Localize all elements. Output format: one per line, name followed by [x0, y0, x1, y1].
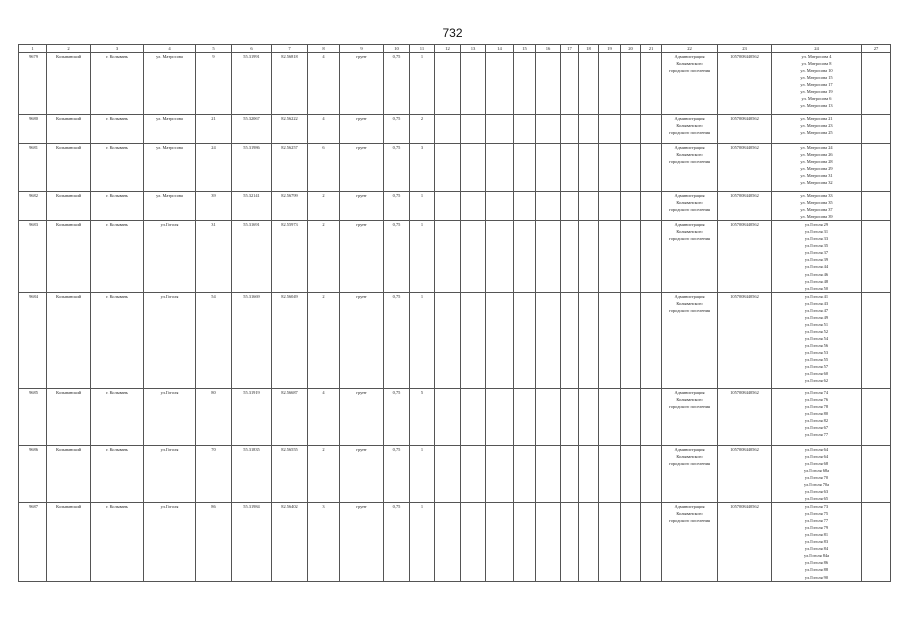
volume-cell: 0,75 — [384, 292, 410, 388]
empty-cell — [461, 388, 486, 445]
header-cell: 2 — [47, 45, 91, 53]
empty-cell — [862, 221, 891, 292]
empty-cell — [486, 144, 514, 192]
empty-cell — [621, 144, 641, 192]
district-cell: Колыванский — [47, 292, 91, 388]
settlement-cell: г. Колывань — [91, 192, 144, 221]
header-row — [19, 45, 891, 53]
empty-cell — [461, 221, 486, 292]
header-cell: 11 — [410, 45, 435, 53]
empty-cell — [561, 388, 579, 445]
owner-cell: Администрация Колыванского городского поселения — [662, 192, 718, 221]
empty-cell — [579, 53, 599, 115]
header-cell: 19 — [599, 45, 621, 53]
table-row — [19, 445, 891, 502]
volume-cell: 0,75 — [384, 115, 410, 144]
row-id: 9679 — [19, 53, 47, 115]
house-number-cell: 9 — [196, 53, 232, 115]
empty-cell — [621, 53, 641, 115]
table-row — [19, 144, 891, 192]
empty-cell — [435, 144, 461, 192]
header-cell: 5 — [196, 45, 232, 53]
street-cell: ул. Матросова — [144, 115, 196, 144]
empty-cell — [579, 192, 599, 221]
street-cell: ул.Гоголя — [144, 292, 196, 388]
header-cell: 15 — [514, 45, 536, 53]
longitude-cell: 82.56222 — [272, 115, 308, 144]
empty-cell — [536, 144, 561, 192]
house-number-cell: 39 — [196, 192, 232, 221]
longitude-cell: 82.56799 — [272, 192, 308, 221]
empty-cell — [599, 445, 621, 502]
longitude-cell: 82.56555 — [272, 445, 308, 502]
latitude-cell: 55.31919 — [232, 388, 272, 445]
latitude-cell: 55.31986 — [232, 144, 272, 192]
longitude-cell: 82.56049 — [272, 292, 308, 388]
header-cell: 9 — [340, 45, 384, 53]
empty-cell — [641, 388, 662, 445]
header-cell: 13 — [461, 45, 486, 53]
empty-cell — [862, 445, 891, 502]
owner-cell: Администрация Колыванского городского поселения — [662, 445, 718, 502]
row-id: 9687 — [19, 503, 47, 582]
empty-cell — [536, 53, 561, 115]
empty-cell — [862, 53, 891, 115]
column-8-cell: 4 — [308, 115, 340, 144]
volume-cell: 0,75 — [384, 144, 410, 192]
longitude-cell: 82.56257 — [272, 144, 308, 192]
house-number-cell: 21 — [196, 115, 232, 144]
empty-cell — [461, 503, 486, 582]
column-8-cell: 2 — [308, 292, 340, 388]
latitude-cell: 55.31669 — [232, 292, 272, 388]
empty-cell — [862, 144, 891, 192]
addresses-cell: ул. Матросова 21 ул. Матросова 23 ул. Матросова 25 — [772, 115, 862, 144]
latitude-cell: 55.31991 — [232, 53, 272, 115]
empty-cell — [641, 292, 662, 388]
owner-cell: Администрация Колыванского городского поселения — [662, 503, 718, 582]
empty-cell — [641, 503, 662, 582]
empty-cell — [579, 115, 599, 144]
surface-cell: грунт — [340, 221, 384, 292]
empty-cell — [599, 292, 621, 388]
row-id: 9684 — [19, 292, 47, 388]
volume-cell: 0,75 — [384, 503, 410, 582]
district-cell: Колыванский — [47, 503, 91, 582]
street-cell: ул.Гоголя — [144, 221, 196, 292]
street-cell: ул.Гоголя — [144, 445, 196, 502]
table-row — [19, 388, 891, 445]
ogrn-cell: 1057008440562 — [718, 445, 772, 502]
header-cell: 22 — [662, 45, 718, 53]
empty-cell — [579, 503, 599, 582]
row-id: 9681 — [19, 144, 47, 192]
empty-cell — [435, 221, 461, 292]
surface-cell: грунт — [340, 53, 384, 115]
settlement-cell: г. Колывань — [91, 503, 144, 582]
house-number-cell: 31 — [196, 221, 232, 292]
empty-cell — [561, 221, 579, 292]
empty-cell — [561, 53, 579, 115]
empty-cell — [641, 115, 662, 144]
empty-cell — [486, 53, 514, 115]
district-cell: Колыванский — [47, 192, 91, 221]
house-number-cell: 86 — [196, 503, 232, 582]
longitude-cell: 82.56687 — [272, 388, 308, 445]
volume-cell: 0,75 — [384, 445, 410, 502]
page-number: 732 — [442, 26, 463, 40]
district-cell: Колыванский — [47, 144, 91, 192]
empty-cell — [514, 221, 536, 292]
count-cell: 5 — [410, 388, 435, 445]
settlement-cell: г. Колывань — [91, 115, 144, 144]
addresses-cell: ул.Гоголя 74 ул.Гоголя 76 ул.Гоголя 78 ул.Гоголя 80 ул.Гоголя 82 ул.Гоголя 67 ул.Гоголя 77 — [772, 388, 862, 445]
addresses-cell: ул.Гоголя 41 ул.Гоголя 43 ул.Гоголя 47 ул.Гоголя 49 ул.Гоголя 51 ул.Гоголя 52 ул.Гоголя 54 ул.Гоголя 56 ул.Гоголя 53 ул.Гоголя 55 ул.Гоголя 57 ул.Гоголя 60 ул.Гоголя 62 — [772, 292, 862, 388]
empty-cell — [579, 144, 599, 192]
empty-cell — [621, 115, 641, 144]
empty-cell — [621, 192, 641, 221]
empty-cell — [599, 115, 621, 144]
table-row — [19, 192, 891, 221]
empty-cell — [536, 445, 561, 502]
house-number-cell: 54 — [196, 292, 232, 388]
empty-cell — [435, 445, 461, 502]
empty-cell — [621, 221, 641, 292]
empty-cell — [435, 115, 461, 144]
empty-cell — [536, 388, 561, 445]
empty-cell — [599, 53, 621, 115]
empty-cell — [514, 503, 536, 582]
addresses-cell: ул.Гоголя 73 ул.Гоголя 75 ул.Гоголя 77 ул.Гоголя 79 ул.Гоголя 81 ул.Гоголя 83 ул.Гоголя 84 ул.Гоголя 84а ул.Гоголя 86 ул.Гоголя 88 ул.Гоголя 90 — [772, 503, 862, 582]
empty-cell — [621, 503, 641, 582]
empty-cell — [862, 115, 891, 144]
empty-cell — [486, 388, 514, 445]
longitude-cell: 82.56402 — [272, 503, 308, 582]
header-cell: 27 — [862, 45, 891, 53]
district-cell: Колыванский — [47, 53, 91, 115]
empty-cell — [514, 53, 536, 115]
column-8-cell: 4 — [308, 388, 340, 445]
ogrn-cell: 1057008440562 — [718, 144, 772, 192]
count-cell: 1 — [410, 53, 435, 115]
empty-cell — [862, 192, 891, 221]
latitude-cell: 55.31691 — [232, 221, 272, 292]
header-cell: 10 — [384, 45, 410, 53]
column-8-cell: 2 — [308, 192, 340, 221]
district-cell: Колыванский — [47, 445, 91, 502]
addresses-cell: ул. Матросова 33 ул. Матросова 35 ул. Матросова 37 ул. Матросова 39 — [772, 192, 862, 221]
owner-cell: Администрация Колыванского городского поселения — [662, 144, 718, 192]
empty-cell — [514, 388, 536, 445]
registry-table — [18, 44, 891, 582]
table-row — [19, 221, 891, 292]
empty-cell — [561, 144, 579, 192]
empty-cell — [461, 115, 486, 144]
latitude-cell: 55.32067 — [232, 115, 272, 144]
volume-cell: 0,75 — [384, 221, 410, 292]
row-id: 9682 — [19, 192, 47, 221]
owner-cell: Администрация Колыванского городского поселения — [662, 292, 718, 388]
ogrn-cell: 1057008440562 — [718, 53, 772, 115]
house-number-cell: 24 — [196, 144, 232, 192]
empty-cell — [641, 445, 662, 502]
header-cell: 16 — [536, 45, 561, 53]
row-id: 9683 — [19, 221, 47, 292]
empty-cell — [641, 53, 662, 115]
settlement-cell: г. Колывань — [91, 221, 144, 292]
empty-cell — [621, 388, 641, 445]
latitude-cell: 55.31984 — [232, 503, 272, 582]
owner-cell: Администрация Колыванского городского поселения — [662, 221, 718, 292]
empty-cell — [514, 192, 536, 221]
header-cell: 1 — [19, 45, 47, 53]
street-cell: ул.Гоголя — [144, 503, 196, 582]
row-id: 9680 — [19, 115, 47, 144]
empty-cell — [514, 445, 536, 502]
empty-cell — [486, 221, 514, 292]
empty-cell — [536, 292, 561, 388]
count-cell: 1 — [410, 221, 435, 292]
row-id: 9686 — [19, 445, 47, 502]
table-row — [19, 53, 891, 115]
empty-cell — [536, 192, 561, 221]
longitude-cell: 82.55973 — [272, 221, 308, 292]
empty-cell — [561, 503, 579, 582]
settlement-cell: г. Колывань — [91, 445, 144, 502]
empty-cell — [461, 292, 486, 388]
owner-cell: Администрация Колыванского городского поселения — [662, 115, 718, 144]
header-cell: 12 — [435, 45, 461, 53]
empty-cell — [862, 503, 891, 582]
empty-cell — [435, 388, 461, 445]
empty-cell — [435, 192, 461, 221]
settlement-cell: г. Колывань — [91, 53, 144, 115]
settlement-cell: г. Колывань — [91, 388, 144, 445]
empty-cell — [461, 192, 486, 221]
house-number-cell: 70 — [196, 445, 232, 502]
empty-cell — [486, 503, 514, 582]
count-cell: 1 — [410, 292, 435, 388]
header-cell: 20 — [621, 45, 641, 53]
table-row — [19, 115, 891, 144]
count-cell: 1 — [410, 445, 435, 502]
surface-cell: грунт — [340, 503, 384, 582]
empty-cell — [461, 53, 486, 115]
count-cell: 2 — [410, 115, 435, 144]
empty-cell — [641, 221, 662, 292]
count-cell: 3 — [410, 144, 435, 192]
count-cell: 1 — [410, 192, 435, 221]
count-cell: 1 — [410, 503, 435, 582]
ogrn-cell: 1057008440562 — [718, 192, 772, 221]
surface-cell: грунт — [340, 144, 384, 192]
empty-cell — [579, 388, 599, 445]
owner-cell: Администрация Колыванского городского поселения — [662, 53, 718, 115]
ogrn-cell: 1057008440562 — [718, 115, 772, 144]
empty-cell — [561, 115, 579, 144]
column-8-cell: 6 — [308, 144, 340, 192]
addresses-cell: ул. Матросова 24 ул. Матросова 26 ул. Матросова 28 ул. Матросова 29 ул. Матросова 31 ул. Матросова 32 — [772, 144, 862, 192]
empty-cell — [461, 144, 486, 192]
street-cell: ул. Матросова — [144, 53, 196, 115]
empty-cell — [641, 144, 662, 192]
ogrn-cell: 1057008440562 — [718, 503, 772, 582]
settlement-cell: г. Колывань — [91, 292, 144, 388]
empty-cell — [435, 503, 461, 582]
header-cell: 3 — [91, 45, 144, 53]
empty-cell — [435, 292, 461, 388]
empty-cell — [599, 503, 621, 582]
latitude-cell: 55.32141 — [232, 192, 272, 221]
ogrn-cell: 1057008440562 — [718, 221, 772, 292]
empty-cell — [579, 445, 599, 502]
owner-cell: Администрация Колыванского городского поселения — [662, 388, 718, 445]
empty-cell — [621, 292, 641, 388]
empty-cell — [599, 388, 621, 445]
volume-cell: 0,75 — [384, 388, 410, 445]
empty-cell — [599, 144, 621, 192]
column-8-cell: 4 — [308, 53, 340, 115]
header-cell: 7 — [272, 45, 308, 53]
empty-cell — [514, 144, 536, 192]
column-8-cell: 2 — [308, 221, 340, 292]
ogrn-cell: 1057008440562 — [718, 388, 772, 445]
table-row — [19, 503, 891, 582]
empty-cell — [579, 292, 599, 388]
addresses-cell: ул. Матросова 4 ул. Матросова 8 ул. Матросова 10 ул. Матросова 15 ул. Матросова 17 ул. Матросова 19 ул. Матросова 6 ул. Матросова 13 — [772, 53, 862, 115]
empty-cell — [514, 292, 536, 388]
header-cell: 4 — [144, 45, 196, 53]
volume-cell: 0,75 — [384, 53, 410, 115]
header-cell: 14 — [486, 45, 514, 53]
header-cell: 23 — [718, 45, 772, 53]
latitude-cell: 55.31835 — [232, 445, 272, 502]
empty-cell — [561, 292, 579, 388]
surface-cell: грунт — [340, 192, 384, 221]
empty-cell — [599, 221, 621, 292]
header-cell: 8 — [308, 45, 340, 53]
column-8-cell: 3 — [308, 503, 340, 582]
surface-cell: грунт — [340, 292, 384, 388]
empty-cell — [561, 192, 579, 221]
settlement-cell: г. Колывань — [91, 144, 144, 192]
district-cell: Колыванский — [47, 388, 91, 445]
surface-cell: грунт — [340, 388, 384, 445]
empty-cell — [536, 115, 561, 144]
district-cell: Колыванский — [47, 115, 91, 144]
header-cell: 17 — [561, 45, 579, 53]
empty-cell — [486, 292, 514, 388]
empty-cell — [435, 53, 461, 115]
empty-cell — [461, 445, 486, 502]
surface-cell: грунт — [340, 445, 384, 502]
street-cell: ул.Гоголя — [144, 388, 196, 445]
ogrn-cell: 1057008440562 — [718, 292, 772, 388]
street-cell: ул. Матросова — [144, 144, 196, 192]
empty-cell — [486, 192, 514, 221]
surface-cell: грунт — [340, 115, 384, 144]
longitude-cell: 82.56818 — [272, 53, 308, 115]
district-cell: Колыванский — [47, 221, 91, 292]
empty-cell — [641, 192, 662, 221]
volume-cell: 0,75 — [384, 192, 410, 221]
empty-cell — [862, 292, 891, 388]
addresses-cell: ул.Гоголя 29 ул.Гоголя 31 ул.Гоголя 33 ул.Гоголя 35 ул.Гоголя 37 ул.Гоголя 39 ул.Гоголя 44 ул.Гоголя 46 ул.Гоголя 48 ул.Гоголя 50 — [772, 221, 862, 292]
empty-cell — [862, 388, 891, 445]
table-row — [19, 292, 891, 388]
empty-cell — [579, 221, 599, 292]
empty-cell — [561, 445, 579, 502]
addresses-cell: ул.Гоголя 64 ул.Гоголя 64 ул.Гоголя 68 ул.Гоголя 68а ул.Гоголя 70 ул.Гоголя 70а ул.Гоголя 63 ул.Гоголя 65 — [772, 445, 862, 502]
empty-cell — [486, 115, 514, 144]
header-cell: 6 — [232, 45, 272, 53]
empty-cell — [536, 221, 561, 292]
empty-cell — [514, 115, 536, 144]
header-cell: 21 — [641, 45, 662, 53]
house-number-cell: 80 — [196, 388, 232, 445]
header-cell: 24 — [772, 45, 862, 53]
street-cell: ул. Матросова — [144, 192, 196, 221]
column-8-cell: 2 — [308, 445, 340, 502]
header-cell: 18 — [579, 45, 599, 53]
empty-cell — [599, 192, 621, 221]
empty-cell — [621, 445, 641, 502]
row-id: 9685 — [19, 388, 47, 445]
empty-cell — [486, 445, 514, 502]
empty-cell — [536, 503, 561, 582]
